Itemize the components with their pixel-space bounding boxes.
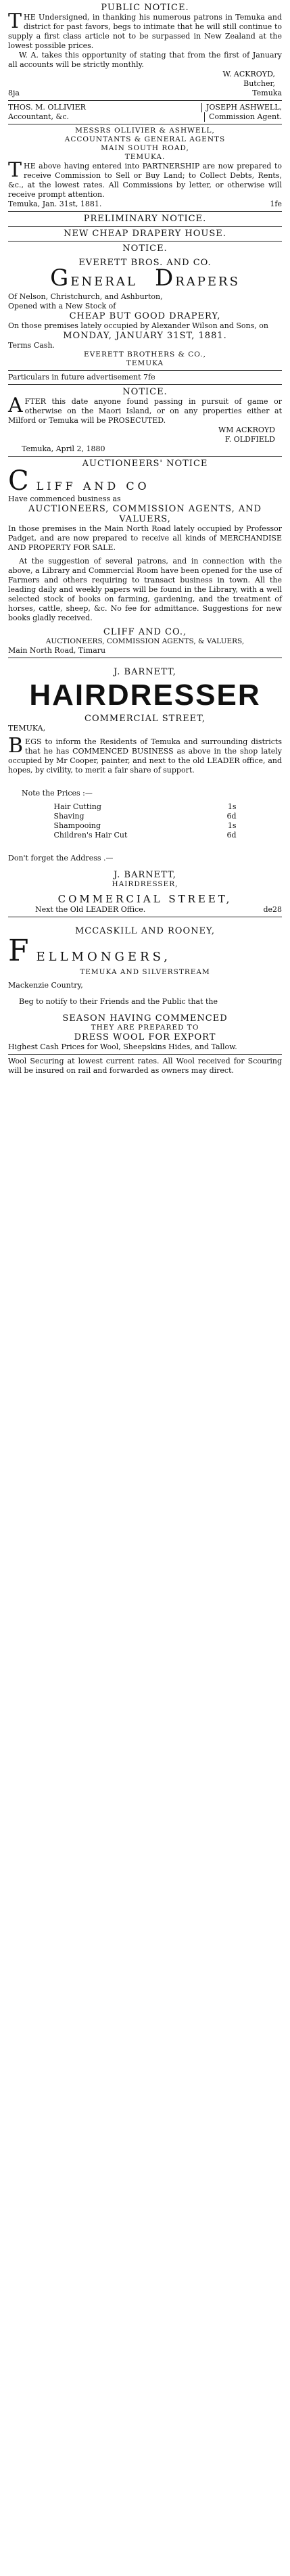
roles: AUCTIONEERS, COMMISSION AGENTS, AND VALUERS, <box>28 504 262 524</box>
date-row <box>8 200 282 209</box>
drop-cap: C <box>8 465 32 497</box>
partners-town: TEMUKA. <box>124 153 166 161</box>
drop-cap: T <box>8 9 22 33</box>
prepared: THEY ARE PREPARED TO <box>91 1024 199 1032</box>
ad-title: AUCTIONEERS' NOTICE <box>82 459 208 469</box>
drop-cap: A <box>8 394 23 417</box>
price-row: Shampooing 1s <box>53 821 237 830</box>
firm-name: EVERETT BROS. AND CO. <box>78 258 212 268</box>
partners-body: T HE above having entered into PARTNERSHIP are now prepared to receive Commission to Sell or Buy Land; to Collect Debts, Rents, &c., at the lowest rates. All Commissions by letter, or otherwise will receive prompt attention. <box>8 158 282 199</box>
place: Temuka <box>252 89 282 97</box>
notice-ad <box>8 387 282 454</box>
dress-wool: DRESS WOOL FOR EXPORT <box>74 1032 216 1042</box>
next-to: Next the Old LEADER Office. <box>35 905 146 914</box>
partnership-ad <box>8 127 282 209</box>
mccaskill-ad <box>8 919 282 1076</box>
notice-label: NOTICE. <box>122 244 168 254</box>
season: SEASON HAVING COMMENCED <box>62 1013 228 1024</box>
price-row: Shaving 6d <box>53 812 237 821</box>
premises: In those premises in the Main North Road lately occupied by Professor Padget, and are now prepared to receive all kinds of MERCHANDISE AND PROPERTY FOR SALE. <box>8 524 282 552</box>
ref-row <box>8 89 282 98</box>
ad-body-2: W. A. takes this opportunity of stating that from the first of January all accounts will be strictly monthly. <box>8 51 282 69</box>
ad-title: NOTICE. <box>122 387 168 397</box>
next-to-row <box>8 905 282 915</box>
drop-cap: F <box>8 934 32 968</box>
sign-role: HAIRDRESSER, <box>112 880 178 888</box>
partners-role: ACCOUNTANTS & GENERAL AGENTS <box>64 135 226 143</box>
library: At the suggestion of several patrons, and in connection with the above, a Library and Commercial Room have been opened for the use of Farmers and others requiring to transact business in town. All the leading daily and weekly papers will be found in the Library, with a well selected stock of books on farming, gardening, and the treatment of horses, cattle, sheep, &c. No fee for admittance. Suggestions for new books gladly received. <box>8 557 282 622</box>
ad-subtitle: NEW CHEAP DRAPERY HOUSE. <box>64 229 226 239</box>
drop-cap: B <box>8 734 24 758</box>
opened-line: Opened with a New Stock of <box>8 302 116 310</box>
date: Temuka, April 2, 1880 <box>22 444 105 453</box>
firm-name: MCCASKILL AND ROONEY, <box>74 926 216 936</box>
price-list <box>8 802 282 840</box>
sign: EVERETT BROTHERS & CO., <box>84 350 206 359</box>
wool-line: Wool Securing at lowest current rates. All Wool received for Scouring will be insured on rail and forwarded as owners may direct. <box>8 1057 282 1075</box>
firm: CLIFF AND CO., <box>103 627 187 637</box>
thanks: Beg to notify to their Friends and the Public that the <box>19 997 218 1006</box>
town: TEMUKA, <box>8 724 46 733</box>
barnett-ad <box>8 660 282 915</box>
headline: GENERAL DRAPERS <box>50 264 240 292</box>
card-left-role: Accountant, &c. <box>8 112 69 121</box>
signer-role: Butcher, <box>243 79 275 88</box>
newspaper-column <box>8 0 282 1076</box>
ad-body: T HE Undersigned, in thanking his numerous patrons in Temuka and district for past favors, begs to intimate that he will still continue to supply a first class article not to be surpassed in New Zealand at the lowest possible prices. <box>8 9 282 50</box>
firm-roles: AUCTIONEERS, COMMISSION AGENTS, & VALUERS, <box>45 637 245 645</box>
divider <box>8 384 282 385</box>
card-right-name: JOSEPH ASHWELL, <box>201 103 282 112</box>
preliminary-notice-ad <box>8 214 282 382</box>
sign-place: TEMUKA <box>126 359 164 367</box>
headline: HAIRDRESSER <box>29 678 261 712</box>
card-names <box>8 103 282 112</box>
proprietor: J. BARNETT, <box>114 667 176 677</box>
divider <box>8 456 282 457</box>
date: Temuka, Jan. 31st, 1881. <box>8 200 102 208</box>
card-roles <box>8 112 282 122</box>
date-line: MONDAY, JANUARY 31ST, 1881. <box>63 331 227 341</box>
headline-initial-2: D <box>154 264 176 292</box>
divider <box>8 226 282 227</box>
ad-title: PRELIMINARY NOTICE. <box>83 214 207 224</box>
card-left-name: THOS. M. OLLIVIER <box>8 103 86 112</box>
ref-code: de28 <box>263 905 282 914</box>
public-notice-ad <box>8 3 282 98</box>
barnett-body: B EGS to inform the Residents of Temuka and surrounding districts that he has COMMENCED BUSINESS as above in the shop lately occupied by Mr Cooper, painter, and next to the old LEADER office, and hopes, by civility, to merit a fair share of support. <box>8 734 282 775</box>
trade-headline: FELLMONGERS, <box>8 934 171 968</box>
auctioneers-ad <box>8 459 282 656</box>
ollivier-card <box>8 103 282 122</box>
footer-line: Particulars in future advertisement 7fe <box>8 373 155 382</box>
ad-title: PUBLIC NOTICE. <box>101 3 189 13</box>
partners-street: MAIN SOUTH ROAD, <box>101 144 189 152</box>
headline-initial: G <box>50 264 71 292</box>
sign-street: COMMERCIAL STREET, <box>57 893 233 905</box>
forget-line: Don't forget the Address .— <box>8 854 114 862</box>
stock-line: CHEAP BUT GOOD DRAPERY, <box>69 311 221 321</box>
sign: J. BARNETT, <box>114 870 176 880</box>
signer-2: F. OLDFIELD <box>224 435 275 444</box>
ref-code: 1fe <box>270 200 282 208</box>
premises-line: On those premises lately occupied by Alexander Wilson and Sons, on <box>8 321 268 330</box>
divider <box>8 1054 282 1055</box>
price-row: Hair Cutting 1s <box>53 802 237 811</box>
divider <box>8 100 282 101</box>
signer: W. ACKROYD, <box>222 70 275 78</box>
street: COMMERCIAL STREET, <box>84 714 206 724</box>
divider <box>8 241 282 242</box>
divider <box>8 211 282 212</box>
drop-cap: T <box>8 158 22 182</box>
commenced: Have commenced business as <box>8 495 121 503</box>
firm-headline: CLIFF AND CO <box>8 465 150 497</box>
places: TEMUKA AND SILVERSTREAM <box>80 968 210 976</box>
country: Mackenzie Country, <box>8 981 83 990</box>
from-line: Of Nelson, Christchurch, and Ashburton, <box>8 292 163 301</box>
notice-body: A FTER this date anyone found passing in pursuit of game or otherwise on the Maori Island, or on any properties either at Milford or Temuka will be PROSECUTED. <box>8 394 282 425</box>
prices-title: Note the Prices :— <box>22 789 93 798</box>
divider <box>8 370 282 371</box>
address: Main North Road, Timaru <box>8 646 106 655</box>
partners-line: MESSRS OLLIVIER & ASHWELL, <box>75 127 215 135</box>
price-row: Children's Hair Cut 6d <box>53 831 237 840</box>
card-right-role: Commission Agent. <box>204 112 282 122</box>
prices-line: Highest Cash Prices for Wool, Sheepskins Hides, and Tallow. <box>8 1042 237 1051</box>
signer-1: WM ACKROYD <box>218 426 275 434</box>
ref-code: 8ja <box>8 89 20 97</box>
terms: Terms Cash. <box>8 341 55 350</box>
